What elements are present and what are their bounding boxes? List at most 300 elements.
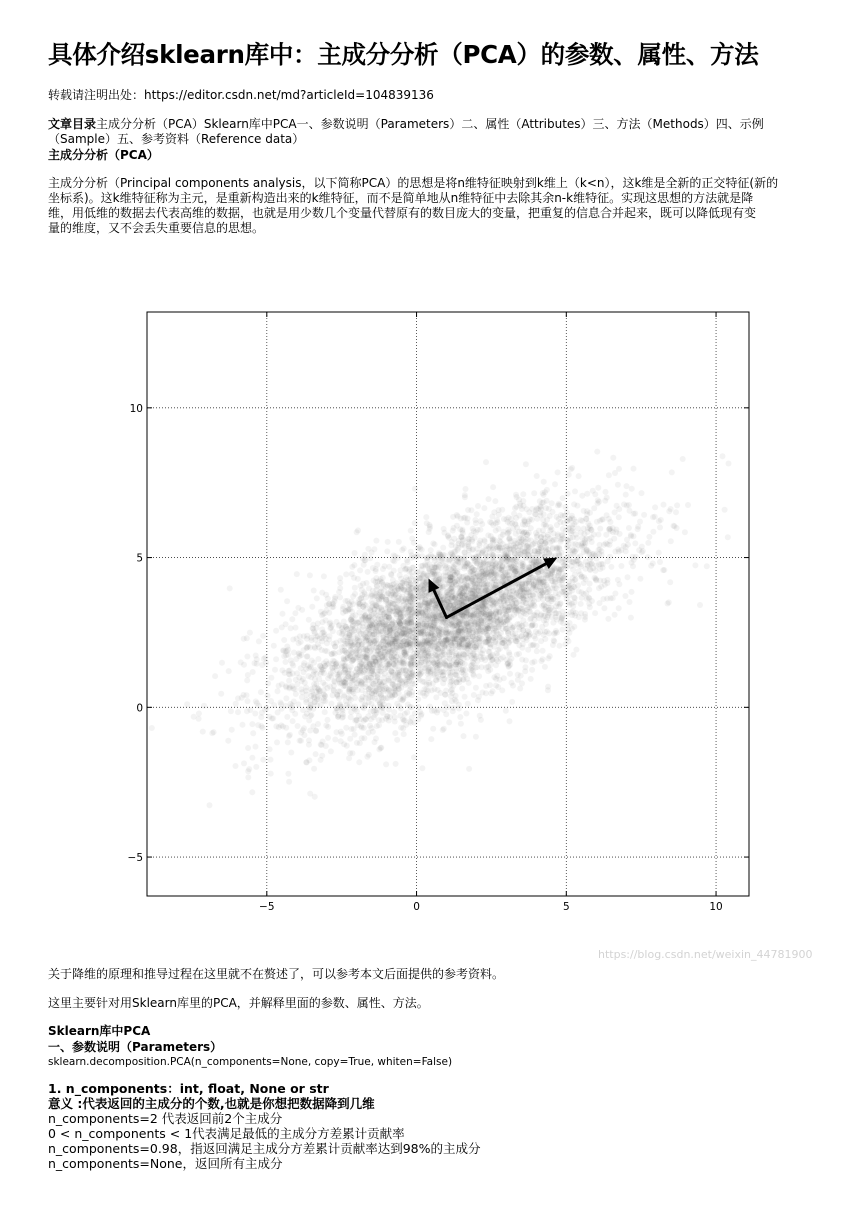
scatter-point — [290, 718, 296, 724]
scatter-point — [499, 579, 505, 585]
scatter-point — [280, 611, 286, 617]
scatter-point — [322, 648, 328, 654]
scatter-point — [315, 694, 321, 700]
scatter-point — [507, 535, 513, 541]
scatter-point — [513, 638, 519, 644]
scatter-point — [244, 654, 250, 660]
scatter-point — [356, 654, 362, 660]
scatter-point — [318, 671, 324, 677]
toc-links[interactable]: 主成分分析（PCA）Sklearn库中PCA一、参数说明（Parameters）二、属性（Attributes）三、方法（Methods）四、示例 — [96, 117, 764, 131]
scatter-point — [367, 662, 373, 668]
scatter-point — [460, 637, 466, 643]
scatter-point — [366, 586, 372, 592]
scatter-point — [398, 643, 404, 649]
scatter-point — [492, 563, 498, 569]
scatter-point — [359, 687, 365, 693]
scatter-point — [656, 518, 662, 524]
scatter-point — [425, 573, 431, 579]
scatter-point — [597, 546, 603, 552]
scatter-point — [320, 611, 326, 617]
scatter-point — [378, 693, 384, 699]
scatter-point — [368, 701, 374, 707]
scatter-point — [385, 695, 391, 701]
scatter-point — [339, 731, 345, 737]
scatter-point — [513, 531, 519, 537]
scatter-point — [241, 760, 247, 766]
scatter-point — [615, 482, 621, 488]
scatter-point — [476, 615, 482, 621]
scatter-point — [367, 614, 373, 620]
scatter-point — [320, 680, 326, 686]
pca-paragraph-line: 维，用低维的数据去代表高维的数据，也就是用少数几个变量代替原有的数目庞大的变量，把重复的信息合并起来，既可以降低现有变 — [48, 206, 757, 220]
scatter-point — [376, 722, 382, 728]
scatter-point — [245, 768, 251, 774]
scatter-point — [337, 638, 343, 644]
scatter-point — [395, 585, 401, 591]
scatter-point — [657, 559, 663, 565]
scatter-point — [595, 485, 601, 491]
scatter-point — [332, 596, 338, 602]
scatter-point — [474, 511, 480, 517]
scatter-point — [385, 613, 391, 619]
scatter-point — [371, 671, 377, 677]
scatter-point — [586, 595, 592, 601]
scatter-point — [560, 571, 566, 577]
scatter-point — [260, 757, 266, 763]
scatter-point — [473, 685, 479, 691]
scatter-point — [720, 453, 726, 459]
scatter-point — [258, 689, 264, 695]
scatter-point — [250, 669, 256, 675]
scatter-point — [546, 630, 552, 636]
scatter-point — [501, 598, 507, 604]
scatter-point — [497, 646, 503, 652]
scatter-point — [268, 675, 274, 681]
scatter-point — [480, 690, 486, 696]
scatter-point — [514, 652, 520, 658]
scatter-point — [397, 669, 403, 675]
scatter-point — [497, 635, 503, 641]
scatter-point — [336, 695, 342, 701]
scatter-point — [380, 620, 386, 626]
scatter-point — [505, 552, 511, 558]
scatter-point — [459, 541, 465, 547]
scatter-point — [371, 578, 377, 584]
scatter-point — [325, 596, 331, 602]
scatter-point — [533, 587, 539, 593]
scatter-point — [268, 771, 274, 777]
scatter-point — [513, 515, 519, 521]
scatter-point — [429, 687, 435, 693]
scatter-point — [487, 682, 493, 688]
scatter-point — [233, 701, 239, 707]
scatter-point — [525, 628, 531, 634]
scatter-point — [597, 600, 603, 606]
scatter-point — [560, 627, 566, 633]
scatter-point — [349, 571, 355, 577]
scatter-point — [407, 686, 413, 692]
scatter-point — [565, 538, 571, 544]
scatter-point — [428, 736, 434, 742]
scatter-point — [306, 617, 312, 623]
scatter-point — [311, 628, 317, 634]
scatter-point — [481, 505, 487, 511]
scatter-point — [540, 527, 546, 533]
scatter-point — [364, 655, 370, 661]
scatter-point — [306, 742, 312, 748]
scatter-point — [509, 600, 515, 606]
scatter-point — [280, 647, 286, 653]
scatter-point — [613, 529, 619, 535]
scatter-point — [455, 662, 461, 668]
scatter-point — [392, 719, 398, 725]
scatter-point — [501, 675, 507, 681]
scatter-point — [329, 651, 335, 657]
scatter-point — [646, 534, 652, 540]
scatter-point — [592, 610, 598, 616]
scatter-point — [352, 704, 358, 710]
scatter-point — [523, 461, 529, 467]
scatter-point — [657, 524, 663, 530]
scatter-point — [673, 509, 679, 515]
scatter-point — [576, 473, 582, 479]
scatter-point — [292, 686, 298, 692]
scatter-point — [348, 653, 354, 659]
scatter-point — [350, 593, 356, 599]
scatter-point — [465, 701, 471, 707]
scatter-point — [509, 627, 515, 633]
scatter-point — [417, 575, 423, 581]
scatter-point — [441, 643, 447, 649]
scatter-point — [343, 725, 349, 731]
scatter-point — [549, 526, 555, 532]
scatter-point — [566, 583, 572, 589]
scatter-point — [340, 606, 346, 612]
scatter-point — [286, 779, 292, 785]
scatter-point — [674, 502, 680, 508]
scatter-point — [325, 675, 331, 681]
scatter-point — [626, 502, 632, 508]
scatter-point — [342, 663, 348, 669]
scatter-point — [534, 643, 540, 649]
scatter-point — [606, 472, 612, 478]
scatter-point — [253, 764, 259, 770]
scatter-point — [363, 647, 369, 653]
scatter-point — [722, 507, 728, 513]
scatter-point — [408, 655, 414, 661]
scatter-point — [667, 579, 673, 585]
scatter-point — [627, 599, 633, 605]
scatter-point — [288, 750, 294, 756]
scatter-point — [568, 466, 574, 472]
scatter-point — [615, 546, 621, 552]
scatter-point — [427, 599, 433, 605]
scatter-point — [465, 507, 471, 513]
scatter-point — [558, 619, 564, 625]
scatter-point — [448, 574, 454, 580]
scatter-point — [235, 709, 241, 715]
scatter-point — [260, 633, 266, 639]
scatter-point — [572, 488, 578, 494]
scatter-point — [419, 765, 425, 771]
scatter-point — [386, 707, 392, 713]
scatter-point — [411, 754, 417, 760]
scatter-point — [296, 640, 302, 646]
scatter-point — [241, 636, 247, 642]
scatter-point — [391, 709, 397, 715]
scatter-point — [561, 585, 567, 591]
scatter-point — [184, 701, 190, 707]
scatter-point — [373, 587, 379, 593]
scatter-point — [518, 560, 524, 566]
toc-line-2[interactable]: （Sample）五、参考资料（Reference data） — [48, 132, 305, 146]
scatter-point — [455, 547, 461, 553]
scatter-point — [347, 606, 353, 612]
scatter-point — [345, 671, 351, 677]
scatter-point — [574, 503, 580, 509]
scatter-point — [632, 511, 638, 517]
scatter-point — [543, 604, 549, 610]
scatter-point — [542, 664, 548, 670]
scatter-point — [420, 647, 426, 653]
scatter-point — [501, 573, 507, 579]
scatter-point — [564, 510, 570, 516]
scatter-point — [539, 500, 545, 506]
scatter-point — [543, 505, 549, 511]
scatter-point — [556, 551, 562, 557]
scatter-point — [391, 687, 397, 693]
scatter-point — [629, 486, 635, 492]
scatter-point — [278, 587, 284, 593]
scatter-point — [506, 639, 512, 645]
scatter-point — [345, 598, 351, 604]
scatter-point — [315, 633, 321, 639]
scatter-point — [567, 620, 573, 626]
scatter-point — [343, 698, 349, 704]
scatter-point — [401, 731, 407, 737]
scatter-point — [286, 668, 292, 674]
scatter-point — [409, 715, 415, 721]
scatter-point — [392, 730, 398, 736]
scatter-point — [558, 539, 564, 545]
scatter-point — [295, 723, 301, 729]
scatter-point — [607, 519, 613, 525]
scatter-point — [442, 692, 448, 698]
scatter-point — [404, 599, 410, 605]
scatter-point — [376, 717, 382, 723]
scatter-point — [586, 587, 592, 593]
scatter-point — [599, 552, 605, 558]
scatter-point — [552, 579, 558, 585]
scatter-point — [201, 703, 207, 709]
scatter-point — [283, 659, 289, 665]
scatter-point — [579, 518, 585, 524]
scatter-point — [327, 620, 333, 626]
scatter-point — [575, 542, 581, 548]
scatter-point — [267, 746, 273, 752]
scatter-point — [436, 662, 442, 668]
scatter-point — [584, 536, 590, 542]
scatter-point — [568, 552, 574, 558]
scatter-point — [314, 595, 320, 601]
scatter-point — [339, 625, 345, 631]
scatter-point — [448, 586, 454, 592]
scatter-point — [372, 739, 378, 745]
scatter-point — [491, 635, 497, 641]
scatter-point — [388, 627, 394, 633]
scatter-point — [518, 551, 524, 557]
scatter-point — [531, 490, 537, 496]
scatter-point — [374, 593, 380, 599]
scatter-point — [399, 547, 405, 553]
scatter-point — [285, 647, 291, 653]
scatter-point — [579, 589, 585, 595]
scatter-point — [263, 660, 269, 666]
scatter-point — [212, 673, 218, 679]
page-title: 具体介绍sklearn库中：主成分分析（PCA）的参数、属性、方法 — [48, 40, 759, 69]
scatter-point — [525, 647, 531, 653]
scatter-point — [632, 540, 638, 546]
scatter-point — [256, 703, 262, 709]
scatter-point — [333, 661, 339, 667]
scatter-point — [447, 649, 453, 655]
scatter-point — [465, 516, 471, 522]
scatter-point — [342, 680, 348, 686]
scatter-point — [592, 575, 598, 581]
scatter-point — [525, 604, 531, 610]
scatter-point — [473, 734, 479, 740]
scatter-point — [569, 522, 575, 528]
scatter-point — [462, 694, 468, 700]
scatter-point — [625, 542, 631, 548]
scatter-point — [379, 653, 385, 659]
scatter-point — [227, 585, 233, 591]
scatter-point — [375, 613, 381, 619]
scatter-point — [507, 671, 513, 677]
scatter-point — [385, 689, 391, 695]
scatter-point — [389, 669, 395, 675]
scatter-point — [548, 572, 554, 578]
scatter-point — [532, 636, 538, 642]
scatter-point — [476, 584, 482, 590]
scatter-point — [309, 604, 315, 610]
scatter-point — [207, 802, 213, 808]
scatter-point — [422, 619, 428, 625]
scatter-point — [478, 650, 484, 656]
scatter-point — [321, 573, 327, 579]
scatter-point — [432, 558, 438, 564]
scatter-point — [273, 628, 279, 634]
scatter-point — [635, 524, 641, 530]
scatter-point — [412, 486, 418, 492]
scatter-point — [358, 696, 364, 702]
scatter-point — [605, 577, 611, 583]
scatter-point — [307, 572, 313, 578]
scatter-point — [666, 599, 672, 605]
scatter-point — [574, 535, 580, 541]
scatter-point — [520, 595, 526, 601]
scatter-point — [568, 528, 574, 534]
scatter-point — [552, 481, 558, 487]
scatter-point — [554, 573, 560, 579]
scatter-point — [583, 548, 589, 554]
scatter-point — [612, 591, 618, 597]
scatter-point — [509, 680, 515, 686]
scatter-point — [408, 671, 414, 677]
scatter-point — [661, 502, 667, 508]
scatter-point — [396, 539, 402, 545]
scatter-point — [616, 605, 622, 611]
scatter-point — [466, 766, 472, 772]
scatter-point — [485, 664, 491, 670]
scatter-point — [400, 725, 406, 731]
scatter-point — [309, 637, 315, 643]
pca-paragraph-line: 量的维度，又不会丢失重要信息的思想。 — [48, 221, 265, 235]
scatter-point — [457, 559, 463, 565]
scatter-point — [330, 604, 336, 610]
scatter-point — [571, 624, 577, 630]
scatter-point — [256, 638, 262, 644]
toc-line-1 — [48, 117, 764, 132]
scatter-point — [474, 664, 480, 670]
scatter-point — [233, 763, 239, 769]
scatter-point — [517, 686, 523, 692]
scatter-point — [322, 709, 328, 715]
scatter-point — [447, 629, 453, 635]
scatter-point — [366, 677, 372, 683]
scatter-point — [219, 660, 225, 666]
scatter-point — [550, 596, 556, 602]
scatter-point — [533, 538, 539, 544]
scatter-point — [293, 656, 299, 662]
scatter-point — [641, 512, 647, 518]
scatter-point — [422, 562, 428, 568]
scatter-point — [357, 740, 363, 746]
scatter-point — [463, 711, 469, 717]
scatter-point — [666, 508, 672, 514]
scatter-point — [378, 628, 384, 634]
scatter-point — [404, 557, 410, 563]
scatter-point — [517, 621, 523, 627]
scatter-point — [226, 668, 232, 674]
scatter-point — [648, 563, 654, 569]
scatter-point — [253, 744, 259, 750]
scatter-point — [704, 563, 710, 569]
scatter-point — [483, 459, 489, 465]
scatter-point — [542, 489, 548, 495]
scatter-point — [290, 663, 296, 669]
scatter-point — [370, 729, 376, 735]
scatter-point — [400, 697, 406, 703]
scatter-point — [406, 635, 412, 641]
scatter-point — [443, 658, 449, 664]
scatter-point — [528, 676, 534, 682]
scatter-point — [545, 655, 551, 661]
scatter-point — [498, 591, 504, 597]
scatter-point — [434, 645, 440, 651]
scatter-point — [295, 605, 301, 611]
scatter-point — [283, 695, 289, 701]
scatter-point — [250, 730, 256, 736]
scatter-point — [637, 576, 643, 582]
scatter-point — [538, 594, 544, 600]
scatter-point — [625, 574, 631, 580]
scatter-point — [249, 789, 255, 795]
scatter-point — [614, 503, 620, 509]
scatter-point — [469, 537, 475, 543]
scatter-point — [435, 707, 441, 713]
scatter-point — [440, 560, 446, 566]
